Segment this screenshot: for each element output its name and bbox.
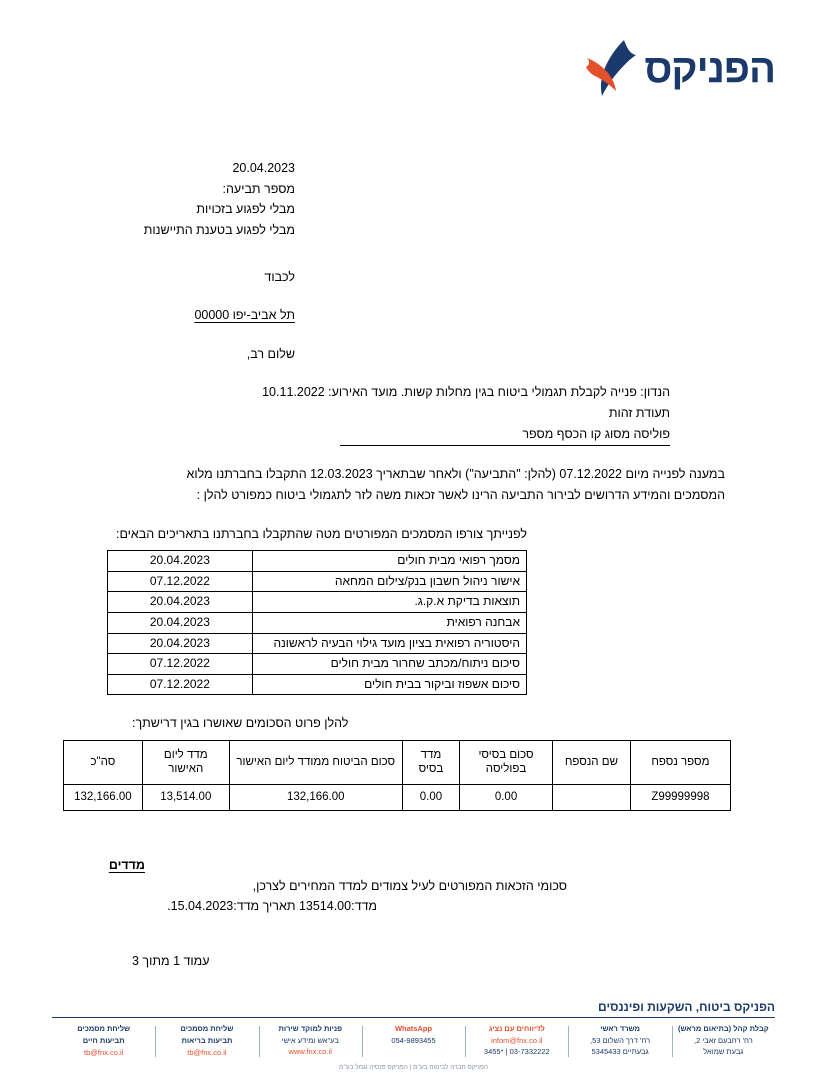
footer-col-title: לדיווחים עם נציג [488,1024,545,1034]
table-row [108,633,527,654]
page-footer [0,1000,827,1079]
cell-annex-name [552,784,630,810]
footer-email-link[interactable]: tb@fnx.co.il [84,1048,124,1058]
document-name: היסטוריה רפואית בציון מועד גילוי הבעיה לראשונה [252,633,526,654]
table-row [108,592,527,613]
document-name: מסמך רפואי מבית חולים [252,551,526,572]
id-label: תעודת זהות [608,406,670,420]
page-indicator: עמוד 1 מתוך 3 [132,953,210,968]
table-row [64,784,731,810]
document-date: 20.04.2023 [108,633,253,654]
column-header-indexed-sum: סכום הביטוח ממודד ליום האישור [229,740,402,784]
footer-legal-note: הפניקס חברה לביטוח בע"מ | הפניקס פנסיה וגמל בע"מ [339,1064,488,1071]
policy-label: פוליסה מסוג קו הכסף מספר [340,424,670,447]
table-row [108,654,527,675]
footer-phone[interactable]: 03-7332222 | *3455 [483,1047,550,1057]
greeting: שלום רב, [246,346,295,361]
amounts-table-title: להלן פרוט הסכומים שאושרו בגין דרישתך: [132,716,349,731]
paragraph-2: המסמכים והמידע הדרושים לבירור התביעה הרינו לאשר זכאות משה לזר לתגמולי ביטוח כמפורט להלן : [196,487,725,502]
document-name: תוצאות בדיקת א.ק.ג. [252,592,526,613]
whatsapp-icon: WhatsApp [394,1024,433,1034]
table-row [108,674,527,695]
cell-index-at-approval: 13,514.00 [142,784,229,810]
footer-divider [52,1017,775,1018]
column-header-index-at-approval: מדד ליום האישור [142,740,229,784]
footer-col-line: גבעתיים 5345433 [591,1047,649,1057]
cell-base-index: 0.00 [402,784,459,810]
cell-base-amount: 0.00 [460,784,553,810]
footer-col-title: פניות למוקד שירות [278,1024,343,1034]
footer-col-line: רח' רחבעם זאבי 2, [693,1036,753,1046]
footer-col-line: בע"אש ומידע אישי [281,1036,339,1046]
table-row [108,551,527,572]
document-date: 20.04.2023 [108,612,253,633]
column-header-annex-number: מספר נספח [630,740,730,784]
footer-col-title: שליחת מסמכים [180,1024,234,1034]
documents-table-body [108,551,527,695]
table-header-row [64,740,731,784]
footer-column-head-office [568,1024,671,1059]
policy-label-wrap [52,424,670,447]
footer-email-link[interactable]: infom@fnx.co.il [491,1036,543,1046]
document-date: 07.12.2022 [108,654,253,675]
footer-phone[interactable]: 054-9893455 [391,1036,436,1046]
company-name: הפניקס [644,47,775,91]
cell-total: 132,166.00 [64,784,143,810]
letter-date: 20.04.2023 [232,161,295,175]
letter-body [52,158,775,971]
document-name: סיכום אשפוז וביקור בבית חולים [252,674,526,695]
documents-table [107,550,527,695]
footer-col-line: גבעת שמואל [703,1047,744,1057]
amounts-table [63,740,731,811]
document-name: סיכום ניתוח/מכתב שחרור מבית חולים [252,654,526,675]
footer-col-title-suffix: (בתיאום מראש) [678,1024,732,1034]
column-header-annex-name: שם הנספח [552,740,630,784]
footer-column-service-center [259,1024,362,1059]
document-date: 07.12.2022 [108,674,253,695]
footer-email-link[interactable]: tb@fnx.co.il [187,1048,227,1058]
footer-col-title-line2: תביעות חיים [82,1036,125,1046]
indices-line-1: סכומי הזכאות המפורטים לעיל צמודים למדד המחירים לצרכן, [252,878,567,893]
document-date: 20.04.2023 [108,551,253,572]
indices-line-2: מדד:13514.00 תאריך מדד:15.04.2023. [167,899,377,914]
amounts-table-body [64,784,731,810]
table-row [108,571,527,592]
cell-indexed-sum: 132,166.00 [229,784,402,810]
document-date: 07.12.2022 [108,571,253,592]
paragraph-1: במענה לפנייה מיום 07.12.2022 (להלן: "התביעה") ולאחר שבתאריך 12.03.2023 התקבלו בחברתנו מלוא [186,467,725,482]
claim-number-label: מספר תביעה: [222,181,295,196]
recipient-city: תל אביב-יפו 00000 [194,308,295,323]
company-logo [584,38,775,100]
footer-column-health-claims [155,1024,258,1059]
documents-table-title: לפנייתך צורפו המסמכים המפורטים מטה שהתקבלו בחברתנו בתאריכים הבאים: [115,526,527,541]
footer-column-life-claims [52,1024,155,1059]
recipient-label: לכבוד [264,269,295,284]
subject-line: הנדון: פנייה לקבלת תגמולי ביטוח בגין מחלות קשות. מועד האירוע: 10.11.2022 [262,385,670,400]
indices-heading: מדדים [108,857,145,872]
footer-col-line: רח' דרך השלום 53, [590,1036,651,1046]
column-header-base-index: מדד בסיס [402,740,459,784]
cell-annex-number: Z99999998 [630,784,730,810]
footer-col-title: קבלת קהל [733,1024,769,1034]
footer-col-title: משרד ראשי [600,1024,640,1034]
footer-website-link[interactable]: www.fnx.co.il [288,1047,332,1057]
table-row [108,612,527,633]
footer-column-reports [465,1024,568,1059]
document-date: 20.04.2023 [108,592,253,613]
phoenix-bird-icon [584,38,638,100]
column-header-total: סה"כ [64,740,143,784]
footer-column-whatsapp [362,1024,465,1059]
amounts-table-head [64,740,731,784]
no-prejudice-rights: מבלי לפגוע בזכויות [196,202,295,217]
no-prejudice-limitation: מבלי לפגוע בטענת התיישנות [143,222,295,237]
letter-header-block [52,158,295,241]
document-name: אבחנה רפואית [252,612,526,633]
footer-title: הפניקס ביטוח, השקעות ופיננסים [598,1000,775,1015]
footer-column-reception [672,1024,775,1059]
footer-col-title-line2: תביעות בריאות [181,1036,233,1046]
footer-columns [52,1024,775,1059]
document-name: אישור ניהול חשבון בנק/צילום המחאה [252,571,526,592]
footer-col-title: שליחת מסמכים [77,1024,131,1034]
column-header-base-amount: סכום בסיסי בפוליסה [460,740,553,784]
